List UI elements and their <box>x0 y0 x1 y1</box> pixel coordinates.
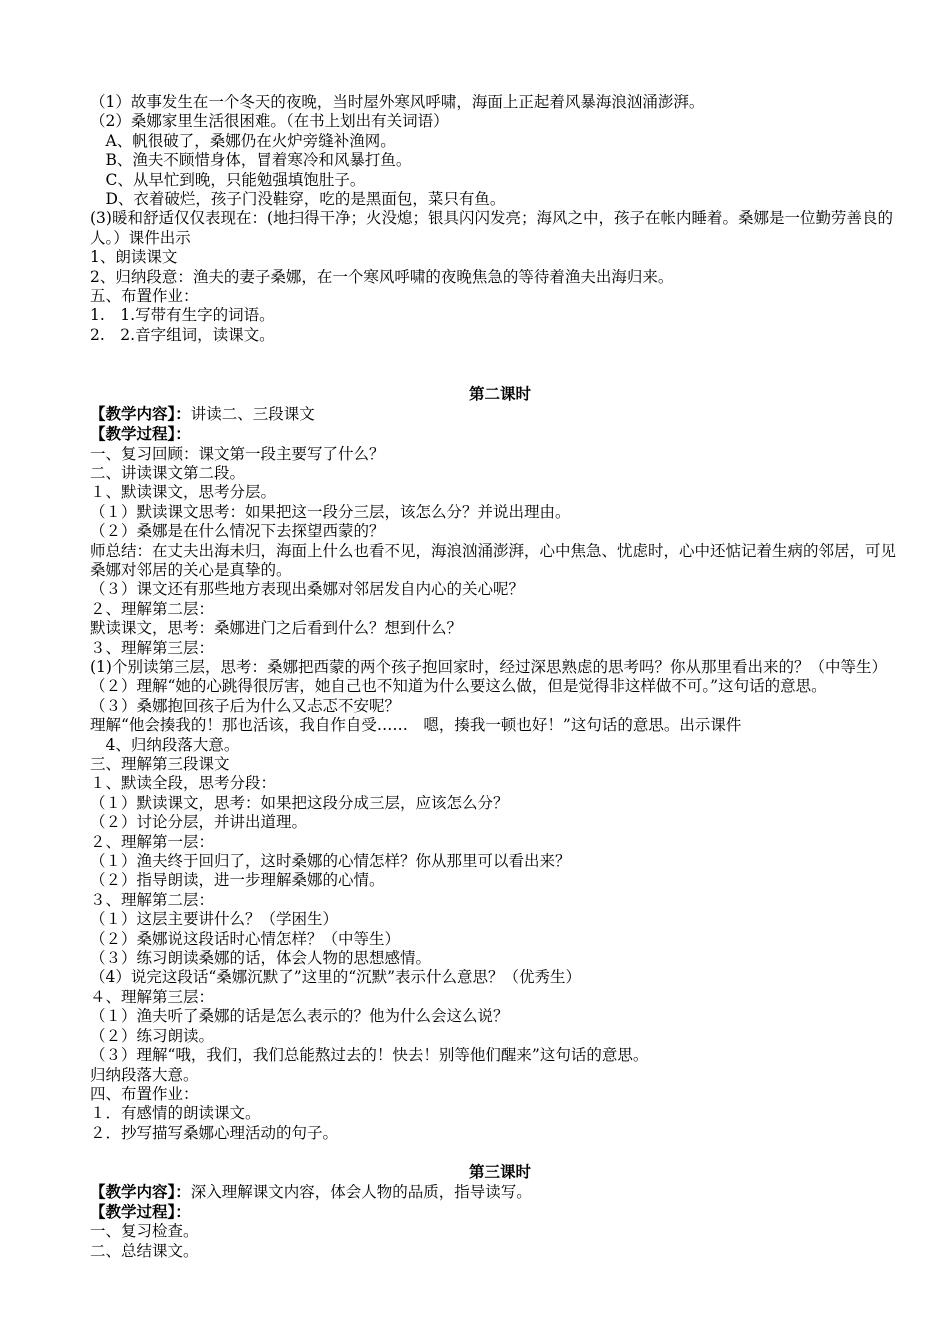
process-label: 【教学过程】： <box>90 424 191 444</box>
lesson3-block <box>90 1162 910 1261</box>
text-line: （３）练习朗读桑娜的话，体会人物的思想感情。 <box>90 949 432 968</box>
text-line: 二、总结课文。 <box>90 1241 199 1260</box>
text-line: ３、理解第三层： <box>90 638 215 657</box>
text-line: １、默读全段，思考分段： <box>90 774 277 793</box>
text-line: 2. 2.音字组词，读课文。 <box>90 325 275 344</box>
text-line: （２）桑娜是在什么情况下去探望西蒙的？ <box>90 522 385 541</box>
text-line: 理解“他会揍我的！那也活该，我自作自受…… 嗯，揍我一顿也好！”这句话的意思。出示课件 <box>90 716 742 735</box>
process-label: 【教学过程】： <box>90 1201 191 1221</box>
text-line: １．有感情的朗读课文。 <box>90 1104 261 1123</box>
text-line: １、默读课文，思考分层。 <box>90 483 277 502</box>
text-line: （２）练习朗读。 <box>90 1026 215 1045</box>
text-line: （１）渔夫终于回归了，这时桑娜的心情怎样？你从那里可以看出来？ <box>90 852 571 871</box>
text-line: （３）桑娜抱回孩子后为什么又忐忑不安呢？ <box>90 696 401 715</box>
content-text: 深入理解课文内容，体会人物的品质，指导读写。 <box>190 1182 532 1201</box>
text-line: 1. 1.写带有生字的词语。 <box>90 306 275 325</box>
text-line: （２）桑娜说这段话时心情怎样？（中等生） <box>90 929 401 948</box>
text-line: D、衣着破烂，孩子门没鞋穿，吃的是黑面包，菜只有鱼。 <box>90 190 506 209</box>
lesson2-content-line <box>90 404 910 424</box>
lesson2-process-line <box>90 424 910 444</box>
text-line: ３、理解第二层： <box>90 890 215 909</box>
lesson3-process-line <box>90 1202 910 1222</box>
text-paragraph: （２）理解“她的心跳得很厉害，她自己也不知道为什么要这么做，但是觉得非这样做不可。”这句话的意思。 <box>90 677 827 696</box>
text-line: A、帆很破了，桑娜仍在火炉旁缝补渔网。 <box>90 131 396 150</box>
text-line: （２）讨论分层，并讲出道理。 <box>90 813 308 832</box>
text-line: （３）理解“哦，我们，我们总能熬过去的！快去！别等他们醒来”这句话的意思。 <box>90 1046 649 1065</box>
text-line: ２．抄写描写桑娜心理活动的句子。 <box>90 1123 339 1142</box>
lesson2-title: 第二课时 <box>468 384 531 404</box>
text-line: 三、理解第三段课文 <box>90 755 230 773</box>
text-line: ４、理解第三层： <box>90 987 215 1006</box>
text-line: （4）说完这段话“桑娜沉默了”这里的“沉默”表示什么意思？（优秀生） <box>90 968 582 987</box>
lesson2-block <box>90 384 910 1143</box>
document-page <box>90 93 910 1261</box>
text-paragraph: (3)暖和舒适仅仅表现在：(地扫得干净；火没熄；银具闪闪发亮；海风之中，孩子在帐内睡着。桑娜是一位勤劳善良的人。）课件出示 <box>90 209 894 247</box>
text-line: ２、理解第二层： <box>90 599 215 618</box>
text-line: 1、朗读课文 <box>90 248 178 267</box>
content-label: 【教学内容】： <box>90 1181 191 1201</box>
text-line: 二、讲读课文第二段。 <box>90 463 246 482</box>
text-line: 四、布置作业： <box>90 1084 199 1103</box>
text-paragraph: 师总结：在丈夫出海未归，海面上什么也看不见，海浪汹涌澎湃，心中焦急、忧虑时，心中还惦记着生病的邻居，可见桑娜对邻居的关心是真挚的。 <box>90 541 897 579</box>
text-line: （１）这层主要讲什么？（学困生） <box>90 910 339 929</box>
text-line: 归纳段落大意。 <box>90 1065 199 1084</box>
text-line: （１）默读课文，思考：如果把这段分成三层，应该怎么分？ <box>90 793 509 812</box>
text-line: （１）默读课文思考：如果把这一段分三层，该怎么分？并说出理由。 <box>90 502 571 521</box>
text-line: （1）故事发生在一个冬天的夜晚，当时屋外寒风呼啸，海面上正起着风暴海浪汹涌澎湃。 <box>90 93 705 111</box>
text-line: （３）课文还有那些地方表现出桑娜对邻居发自内心的关心呢？ <box>90 580 525 599</box>
text-line: 五、布置作业： <box>90 287 199 306</box>
text-line: B、渔夫不顾惜身体，冒着寒冷和风暴打鱼。 <box>90 151 412 170</box>
text-line: 一、复习检查。 <box>90 1222 199 1241</box>
text-line: 4、归纳段落大意。 <box>90 735 240 754</box>
text-line: 2、归纳段意：渔夫的妻子桑娜，在一个寒风呼啸的夜晚焦急的等待着渔夫出海归来。 <box>90 267 674 286</box>
content-label: 【教学内容】： <box>90 403 191 423</box>
text-paragraph: (1)个别读第三层，思考：桑娜把西蒙的两个孩子抱回家时，经过深思熟虑的思考吗？你从那里看出来的？（中等生） <box>90 657 887 676</box>
text-line: ２、理解第一层： <box>90 832 215 851</box>
text-line: 一、复习回顾：课文第一段主要写了什么？ <box>90 444 385 463</box>
lesson3-content-line <box>90 1182 910 1202</box>
text-line: C、从早忙到晚，只能勉强填饱肚子。 <box>90 170 366 189</box>
section1-block <box>90 93 910 345</box>
text-line: （２）指导朗读，进一步理解桑娜的心情。 <box>90 871 385 890</box>
text-line: （１）渔夫听了桑娜的话是怎么表示的？他为什么会这么说？ <box>90 1007 509 1026</box>
lesson3-title: 第三课时 <box>468 1162 531 1182</box>
text-line: （2）桑娜家里生活很困难。（在书上划出有关词语） <box>90 112 449 131</box>
text-line: 默读课文，思考：桑娜进门之后看到什么？想到什么？ <box>90 619 463 638</box>
content-text: 讲读二、三段课文 <box>190 404 315 423</box>
